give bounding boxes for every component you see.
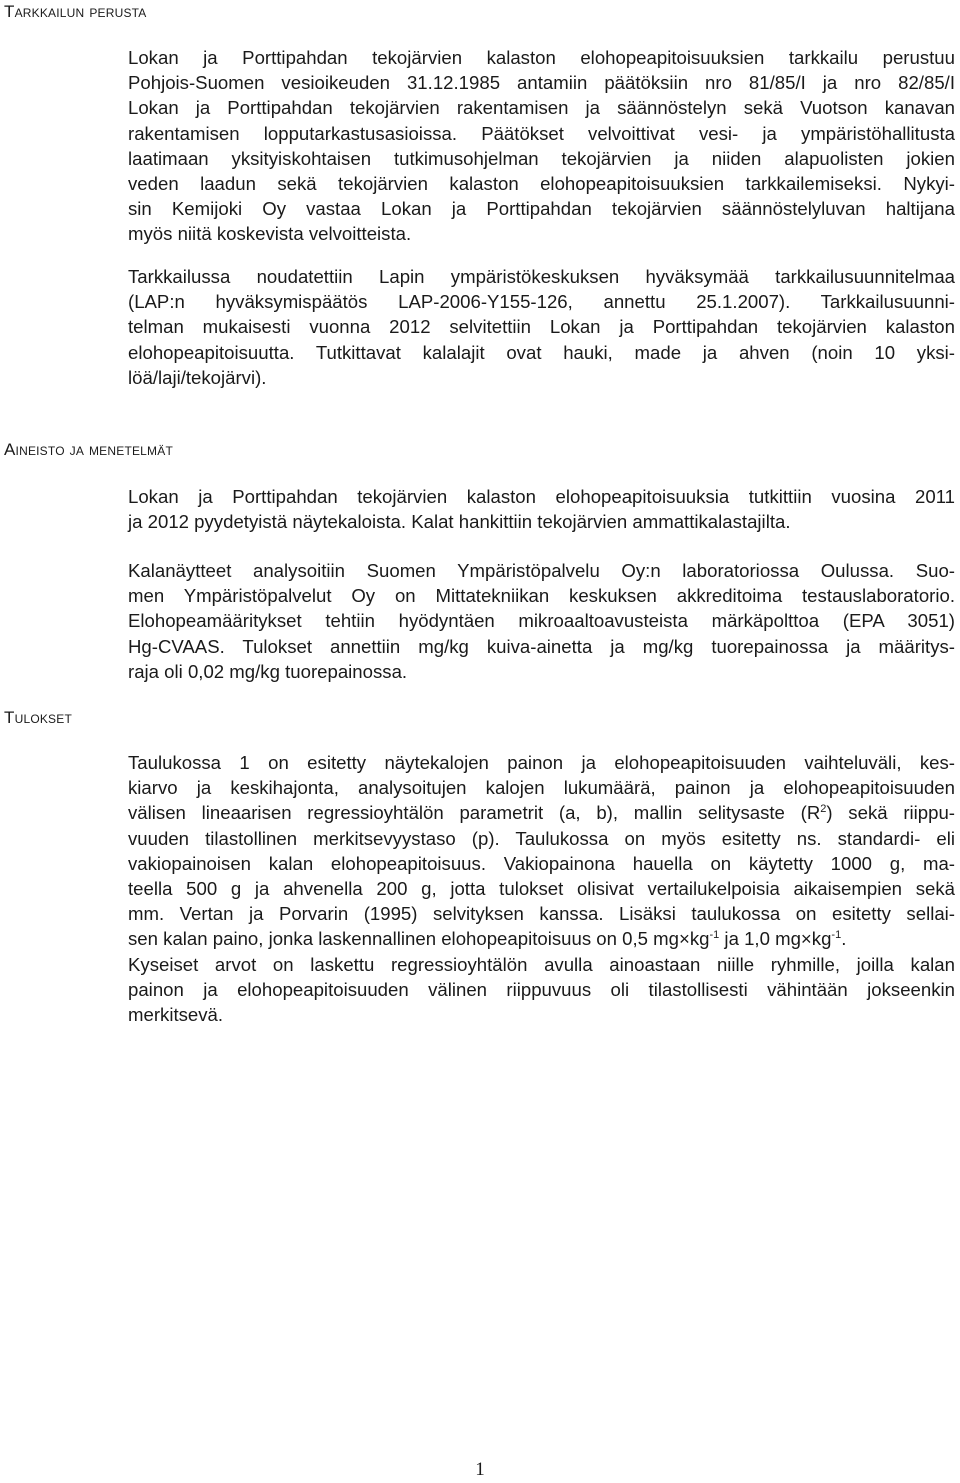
text-run: kg: [811, 928, 832, 950]
paragraph-perusta-1: [128, 45, 955, 247]
text-run: .: [841, 928, 847, 950]
text-line: Hg-CVAAS. Tulokset annettiin mg/kg kuiva-ainetta ja mg/kg tuorepainossa ja määritys-: [128, 635, 955, 657]
text-line: painon ja elohopeapitoisuuden välinen riippuvuus oli tilastollisesti vähintään jokseenkin: [128, 978, 955, 1000]
paragraph-tulokset: [128, 750, 955, 1027]
text-line: [128, 800, 955, 825]
text-line: kiarvo ja keskihajonta, analysoitujen kalojen lukumäärä, painon ja elohopeapitoisuuden: [128, 777, 955, 799]
text-line: sin Kemijoki Oy vastaa Lokan ja Porttipahdan tekojärvien säännöstelyluvan haltijana: [128, 198, 955, 220]
text-line: Taulukossa 1 on esitetty näytekalojen painon ja elohopeapitoisuuden vaihteluväli, kes-: [128, 752, 955, 773]
superscript: -1: [709, 929, 720, 942]
page-number: 1: [475, 1459, 485, 1480]
text-run: sen kalan paino, jonka laskennallinen elohopeapitoisuus on 0,5 mg: [128, 928, 679, 950]
text-line: merkitsevä.: [128, 1004, 224, 1026]
text-run: kg: [689, 928, 710, 950]
section-heading-tarkkailun-perusta: Tarkkailun perusta: [4, 2, 147, 21]
text-line: elohopeapitoisuutta. Tutkittavat kalalajit ovat hauki, made ja ahven (noin 10 yksi-: [128, 341, 955, 363]
text-line: vuuden tilastollinen merkitsevyystaso (p). Taulukossa on myös esitetty ns. standardi- eli: [128, 827, 955, 849]
paragraph-perusta-2: [128, 264, 955, 390]
text-line: Lokan ja Porttipahdan tekojärvien kalaston elohopeapitoisuuksien tarkkailu perustuu: [128, 47, 955, 68]
paragraph-aineisto-2: [128, 558, 955, 684]
multiplication-sign: ×: [800, 928, 812, 950]
section-heading-aineisto-ja-menetelmat: Aineisto ja menetelmät: [4, 440, 173, 459]
text-line: mm. Vertan ja Porvarin (1995) selvityksen kanssa. Lisäksi taulukossa on esitetty sellai-: [128, 903, 955, 925]
text-line: veden laadun sekä tekojärvien kalaston elohopeapitoisuuksien tarkkailemiseksi. Nykyi-: [128, 173, 955, 195]
text-line: vakiopainoisen kalan elohopeapitoisuus. Vakiopainona hauella on käytetty 1000 g, ma-: [128, 852, 955, 874]
multiplication-sign: ×: [678, 928, 690, 950]
text-line: laatimaan yksityiskohtaisen tutkimusohjelman tekojärvien ja niiden alapuolisten jokien: [128, 147, 955, 169]
paragraph-aineisto-1: [128, 484, 955, 534]
text-line: ja 2012 pyydetyistä näytekaloista. Kalat hankittiin tekojärvien ammattikalastajilta.: [128, 511, 791, 533]
text-line: raja oli 0,02 mg/kg tuorepainossa.: [128, 660, 408, 682]
text-line: Tarkkailussa noudatettiin Lapin ympäristökeskuksen hyväksymää tarkkailusuunnitelmaa: [128, 266, 955, 287]
text-line: Pohjois-Suomen vesioikeuden 31.12.1985 antamiin päätöksiin nro 81/85/I ja nro 82/85/I: [128, 72, 955, 94]
section-heading-tulokset: Tulokset: [4, 708, 72, 727]
text-line: Kalanäytteet analysoitiin Suomen Ympäristöpalvelu Oy:n laboratoriossa Oulussa. Suo-: [128, 560, 955, 581]
text-run: ja 1,0 mg: [719, 928, 801, 950]
text-line: Lokan ja Porttipahdan tekojärvien kalaston elohopeapitoisuuksia tutkittiin vuosina 2011: [128, 486, 955, 507]
text-run: välisen lineaarisen regressioyhtälön parametrit (a, b), mallin selitysaste (R: [128, 802, 821, 824]
text-line: myös niitä koskevista velvoitteista.: [128, 223, 412, 245]
text-line: Kyseiset arvot on laskettu regressioyhtälön avulla ainoastaan niille ryhmille, joilla kalan: [128, 953, 955, 975]
text-line: teella 500 g ja ahvenella 200 g, jotta tulokset olisivat vertailukelpoisia aikaisempien sekä: [128, 878, 955, 900]
text-line: rakentamisen lopputarkastusasioissa. Päätökset velvoittivat vesi- ja ympäristöhallitusta: [128, 122, 955, 144]
text-line: men Ympäristöpalvelut Oy on Mittatekniikan keskuksen akkreditoima testauslaboratorio.: [128, 585, 955, 607]
text-line: Elohopeamääritykset tehtiin hyödyntäen mikroaaltoavusteista märkäpolttoa (EPA 3051): [128, 610, 955, 632]
text-line: [128, 926, 955, 951]
text-run: ) sekä riippu-: [826, 802, 955, 824]
superscript: 2: [820, 803, 827, 816]
text-line: telman mukaisesti vuonna 2012 selvitettiin Lokan ja Porttipahdan tekojärvien kalaston: [128, 316, 955, 338]
superscript: -1: [831, 929, 842, 942]
text-line: (LAP:n hyväksymispäätös LAP-2006-Y155-126, annettu 25.1.2007). Tarkkailusuunni-: [128, 291, 955, 313]
text-line: Lokan ja Porttipahdan tekojärvien rakentamisen ja säännöstelyn sekä Vuotson kanavan: [128, 97, 955, 119]
text-line: löä/laji/tekojärvi).: [128, 366, 267, 388]
